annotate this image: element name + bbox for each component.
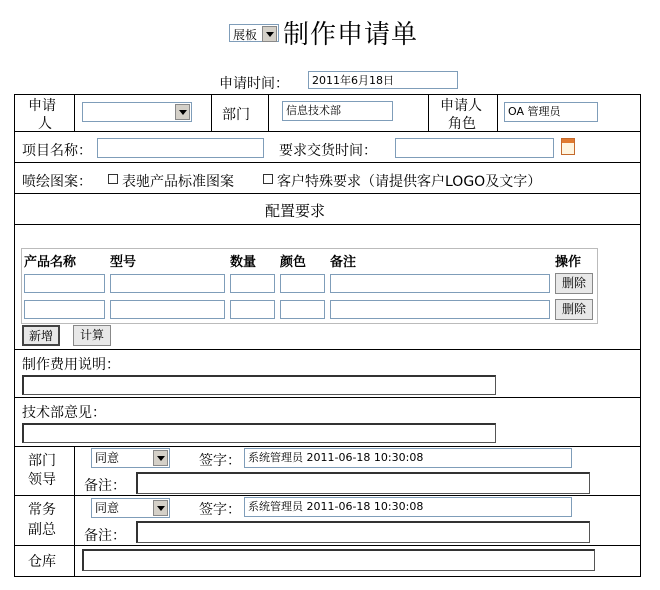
vice-gm-label-2: 副总 [28, 522, 56, 538]
col-product-name: 产品名称 [24, 255, 77, 270]
role-label-2: 角色 [448, 116, 476, 132]
tech-opinion-field[interactable] [22, 423, 496, 443]
dept-leader-decision-select[interactable] [91, 448, 170, 468]
tech-opinion-label: 技术部意见： [22, 405, 106, 421]
delivery-time-field[interactable] [395, 138, 554, 158]
dept-leader-sign-label: 签字： [199, 453, 241, 469]
chevron-down-icon[interactable] [175, 104, 190, 120]
page-title: 制作申请单 [283, 20, 419, 50]
dept-leader-sign-field[interactable]: 系统管理员 2011-06-18 10:30:08 [244, 448, 572, 468]
pattern-standard-label: 表驰产品标准图案 [122, 174, 234, 190]
dept-leader-remark-label: 备注： [84, 478, 126, 494]
config-header: 配置要求 [265, 202, 326, 220]
applicant-label-1: 申请 [28, 98, 56, 114]
product-name-input[interactable] [24, 300, 105, 319]
delivery-time-label: 要求交货时间： [279, 143, 377, 159]
col-quantity: 数量 [230, 255, 257, 270]
form-type-select[interactable] [229, 24, 279, 42]
vice-gm-label-1: 常务 [28, 502, 56, 518]
calendar-icon[interactable] [561, 138, 575, 155]
product-name-input[interactable] [24, 274, 105, 293]
warehouse-field[interactable] [82, 549, 595, 571]
chevron-down-icon[interactable] [153, 450, 168, 466]
delete-row-button[interactable]: 删除 [555, 273, 593, 294]
vice-gm-remark-label: 备注： [84, 528, 126, 544]
pattern-custom-label: 客户特殊要求（请提供客户LOGO及文字） [277, 174, 542, 190]
role-field[interactable]: OA 管理员 [504, 102, 598, 122]
project-name-field[interactable] [97, 138, 264, 158]
warehouse-label: 仓库 [28, 554, 56, 570]
calculate-button[interactable]: 计算 [73, 325, 111, 346]
dept-leader-decision-value: 同意 [95, 451, 120, 465]
quantity-input[interactable] [230, 300, 275, 319]
apply-time-label: 申请时间： [219, 76, 289, 92]
pattern-standard-checkbox[interactable] [108, 174, 118, 184]
note-input[interactable] [330, 274, 550, 293]
role-label-1: 申请人 [440, 98, 482, 114]
color-input[interactable] [280, 274, 325, 293]
pattern-label: 喷绘图案： [22, 174, 92, 190]
dept-field[interactable]: 信息技术部 [282, 101, 393, 121]
vice-gm-decision-value: 同意 [95, 501, 120, 515]
dept-leader-label-1: 部门 [28, 453, 56, 469]
form-type-value: 展板 [233, 28, 258, 42]
note-input[interactable] [330, 300, 550, 319]
add-row-button[interactable]: 新增 [22, 325, 60, 346]
quantity-input[interactable] [230, 274, 275, 293]
chevron-down-icon[interactable] [153, 500, 168, 516]
vice-gm-remark-field[interactable] [136, 521, 590, 543]
col-color: 颜色 [280, 255, 307, 270]
dept-leader-remark-field[interactable] [136, 472, 590, 494]
applicant-select[interactable] [82, 102, 192, 122]
cost-desc-label: 制作费用说明： [22, 357, 120, 373]
col-action: 操作 [555, 255, 582, 270]
project-name-label: 项目名称： [22, 143, 92, 159]
dept-leader-label-2: 领导 [28, 472, 56, 488]
dept-label: 部门 [222, 107, 250, 123]
delete-row-button[interactable]: 删除 [555, 299, 593, 320]
model-input[interactable] [110, 300, 225, 319]
vice-gm-decision-select[interactable] [91, 498, 170, 518]
applicant-label-2: 人 [38, 116, 52, 132]
cost-desc-field[interactable] [22, 375, 496, 395]
vice-gm-sign-label: 签字： [199, 502, 241, 518]
col-note: 备注 [330, 255, 357, 270]
apply-time-field[interactable]: 2011年6月18日 [308, 71, 458, 89]
model-input[interactable] [110, 274, 225, 293]
color-input[interactable] [280, 300, 325, 319]
pattern-custom-checkbox[interactable] [263, 174, 273, 184]
col-model: 型号 [110, 255, 137, 270]
chevron-down-icon[interactable] [262, 26, 277, 42]
vice-gm-sign-field[interactable]: 系统管理员 2011-06-18 10:30:08 [244, 497, 572, 517]
